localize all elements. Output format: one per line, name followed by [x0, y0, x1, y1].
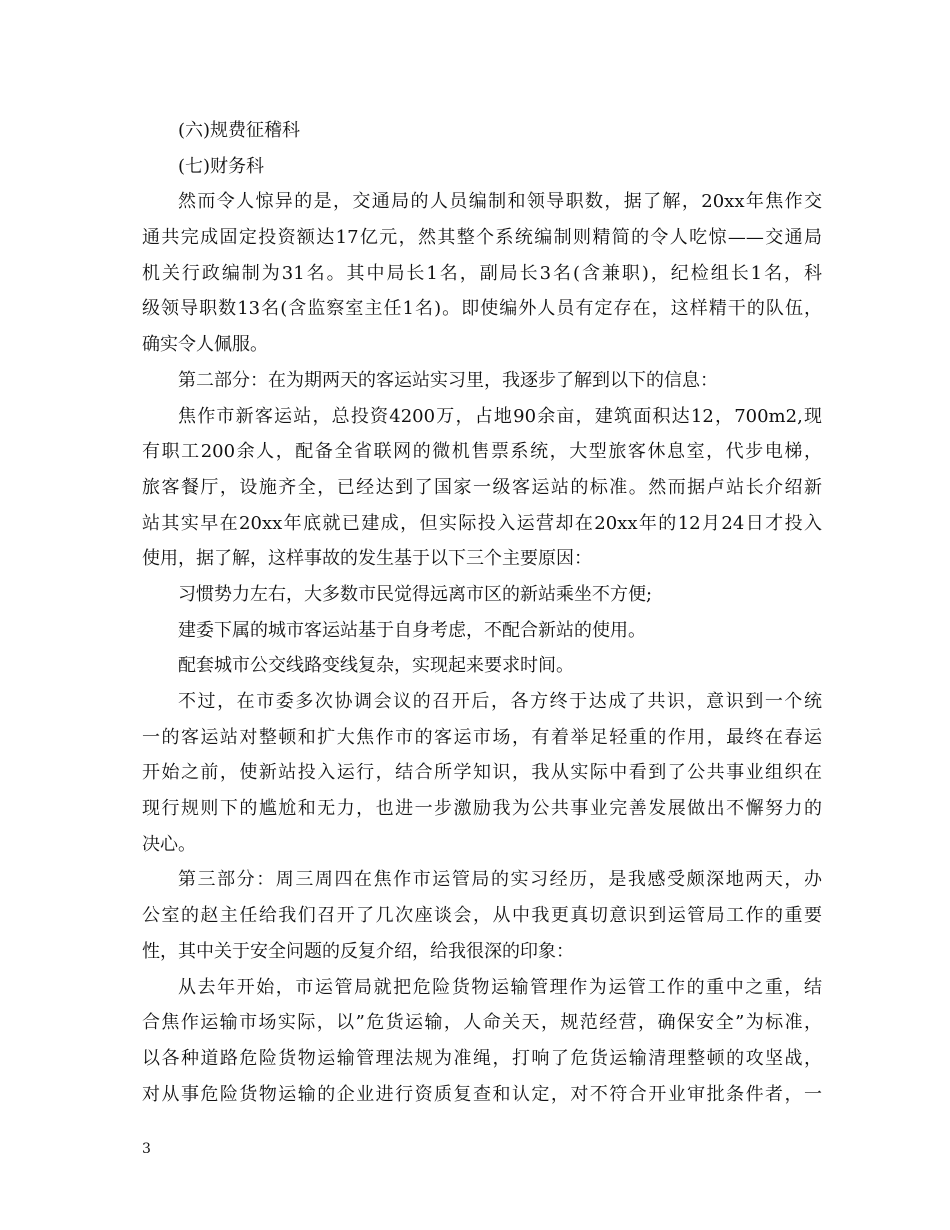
document-body [142, 113, 822, 1112]
text-line: 然而令人惊异的是，交通局的人员编制和领导职数，据了解，20xx年焦作交 [178, 191, 822, 213]
text-line: 级领导职数13名(含监察室主任1名)。即使编外人员有定存在，这样精干的队伍， [142, 298, 822, 320]
text-line: 通共完成固定投资额达17亿元，然其整个系统编制则精简的令人吃惊——交通局 [142, 227, 822, 249]
text-line: 焦作市新客运站，总投资4200万，占地90余亩，建筑面积达12，700m2,现 [178, 405, 822, 427]
text-line: 决心。 [142, 833, 196, 855]
page-number: 3 [142, 1141, 151, 1157]
text-line: 习惯势力左右，大多数市民觉得远离市区的新站乘坐不方便; [178, 583, 653, 605]
text-line: 配套城市公交线路变线复杂，实现起来要求时间。 [178, 655, 574, 677]
text-line: 有职工200余人，配备全省联网的微机售票系统，大型旅客休息室，代步电梯， [142, 441, 822, 463]
text-line: 使用，据了解，这样事故的发生基于以下三个主要原因： [142, 548, 592, 570]
text-line: 建委下属的城市客运站基于自身考虑，不配合新站的使用。 [178, 619, 646, 641]
text-line: (七)财务科 [178, 155, 265, 177]
text-line: 开始之前，使新站投入运行，结合所学知识，我从实际中看到了公共事业组织在 [142, 762, 822, 784]
text-line: 公室的赵主任给我们召开了几次座谈会，从中我更真切意识到运管局工作的重要 [142, 905, 822, 927]
text-line: 第三部分：周三周四在焦作市运管局的实习经历，是我感受颇深地两天，办 [178, 869, 822, 891]
text-line: 第二部分：在为期两天的客运站实习里，我逐步了解到以下的信息： [178, 369, 718, 391]
text-line: 以各种道路危险货物运输管理法规为准绳，打响了危货运输清理整顿的攻坚战， [142, 1047, 822, 1069]
text-line: 现行规则下的尴尬和无力，也进一步激励我为公共事业完善发展做出不懈努力的 [142, 798, 822, 820]
text-line: 确实令人佩服。 [142, 334, 268, 356]
text-line: 不过，在市委多次协调会议的召开后，各方终于达成了共识，意识到一个统 [178, 691, 822, 712]
text-line: 站其实早在20xx年底就已建成，但实际投入运营却在20xx年的12月24日才投入 [142, 512, 822, 534]
text-line: 机关行政编制为31名。其中局长1名，副局长3名(含兼职)，纪检组长1名，科 [142, 262, 822, 284]
text-line: 从去年开始，市运管局就把危险货物运输管理作为运管工作的重中之重，结 [178, 976, 822, 998]
text-line: 性，其中关于安全问题的反复介绍，给我很深的印象： [142, 940, 574, 962]
text-line: (六)规费征稽科 [178, 120, 301, 141]
text-line: 合焦作运输市场实际，以”危货运输，人命关天，规范经营，确保安全”为标准， [142, 1012, 822, 1034]
text-line: 一的客运站对整顿和扩大焦作市的客运市场，有着举足轻重的作用，最终在春运 [142, 726, 822, 748]
text-line: 旅客餐厅，设施齐全，已经达到了国家一级客运站的标准。然而据卢站长介绍新 [142, 476, 822, 498]
text-line: 对从事危险货物运输的企业进行资质复查和认定，对不符合开业审批条件者，一 [142, 1083, 822, 1105]
